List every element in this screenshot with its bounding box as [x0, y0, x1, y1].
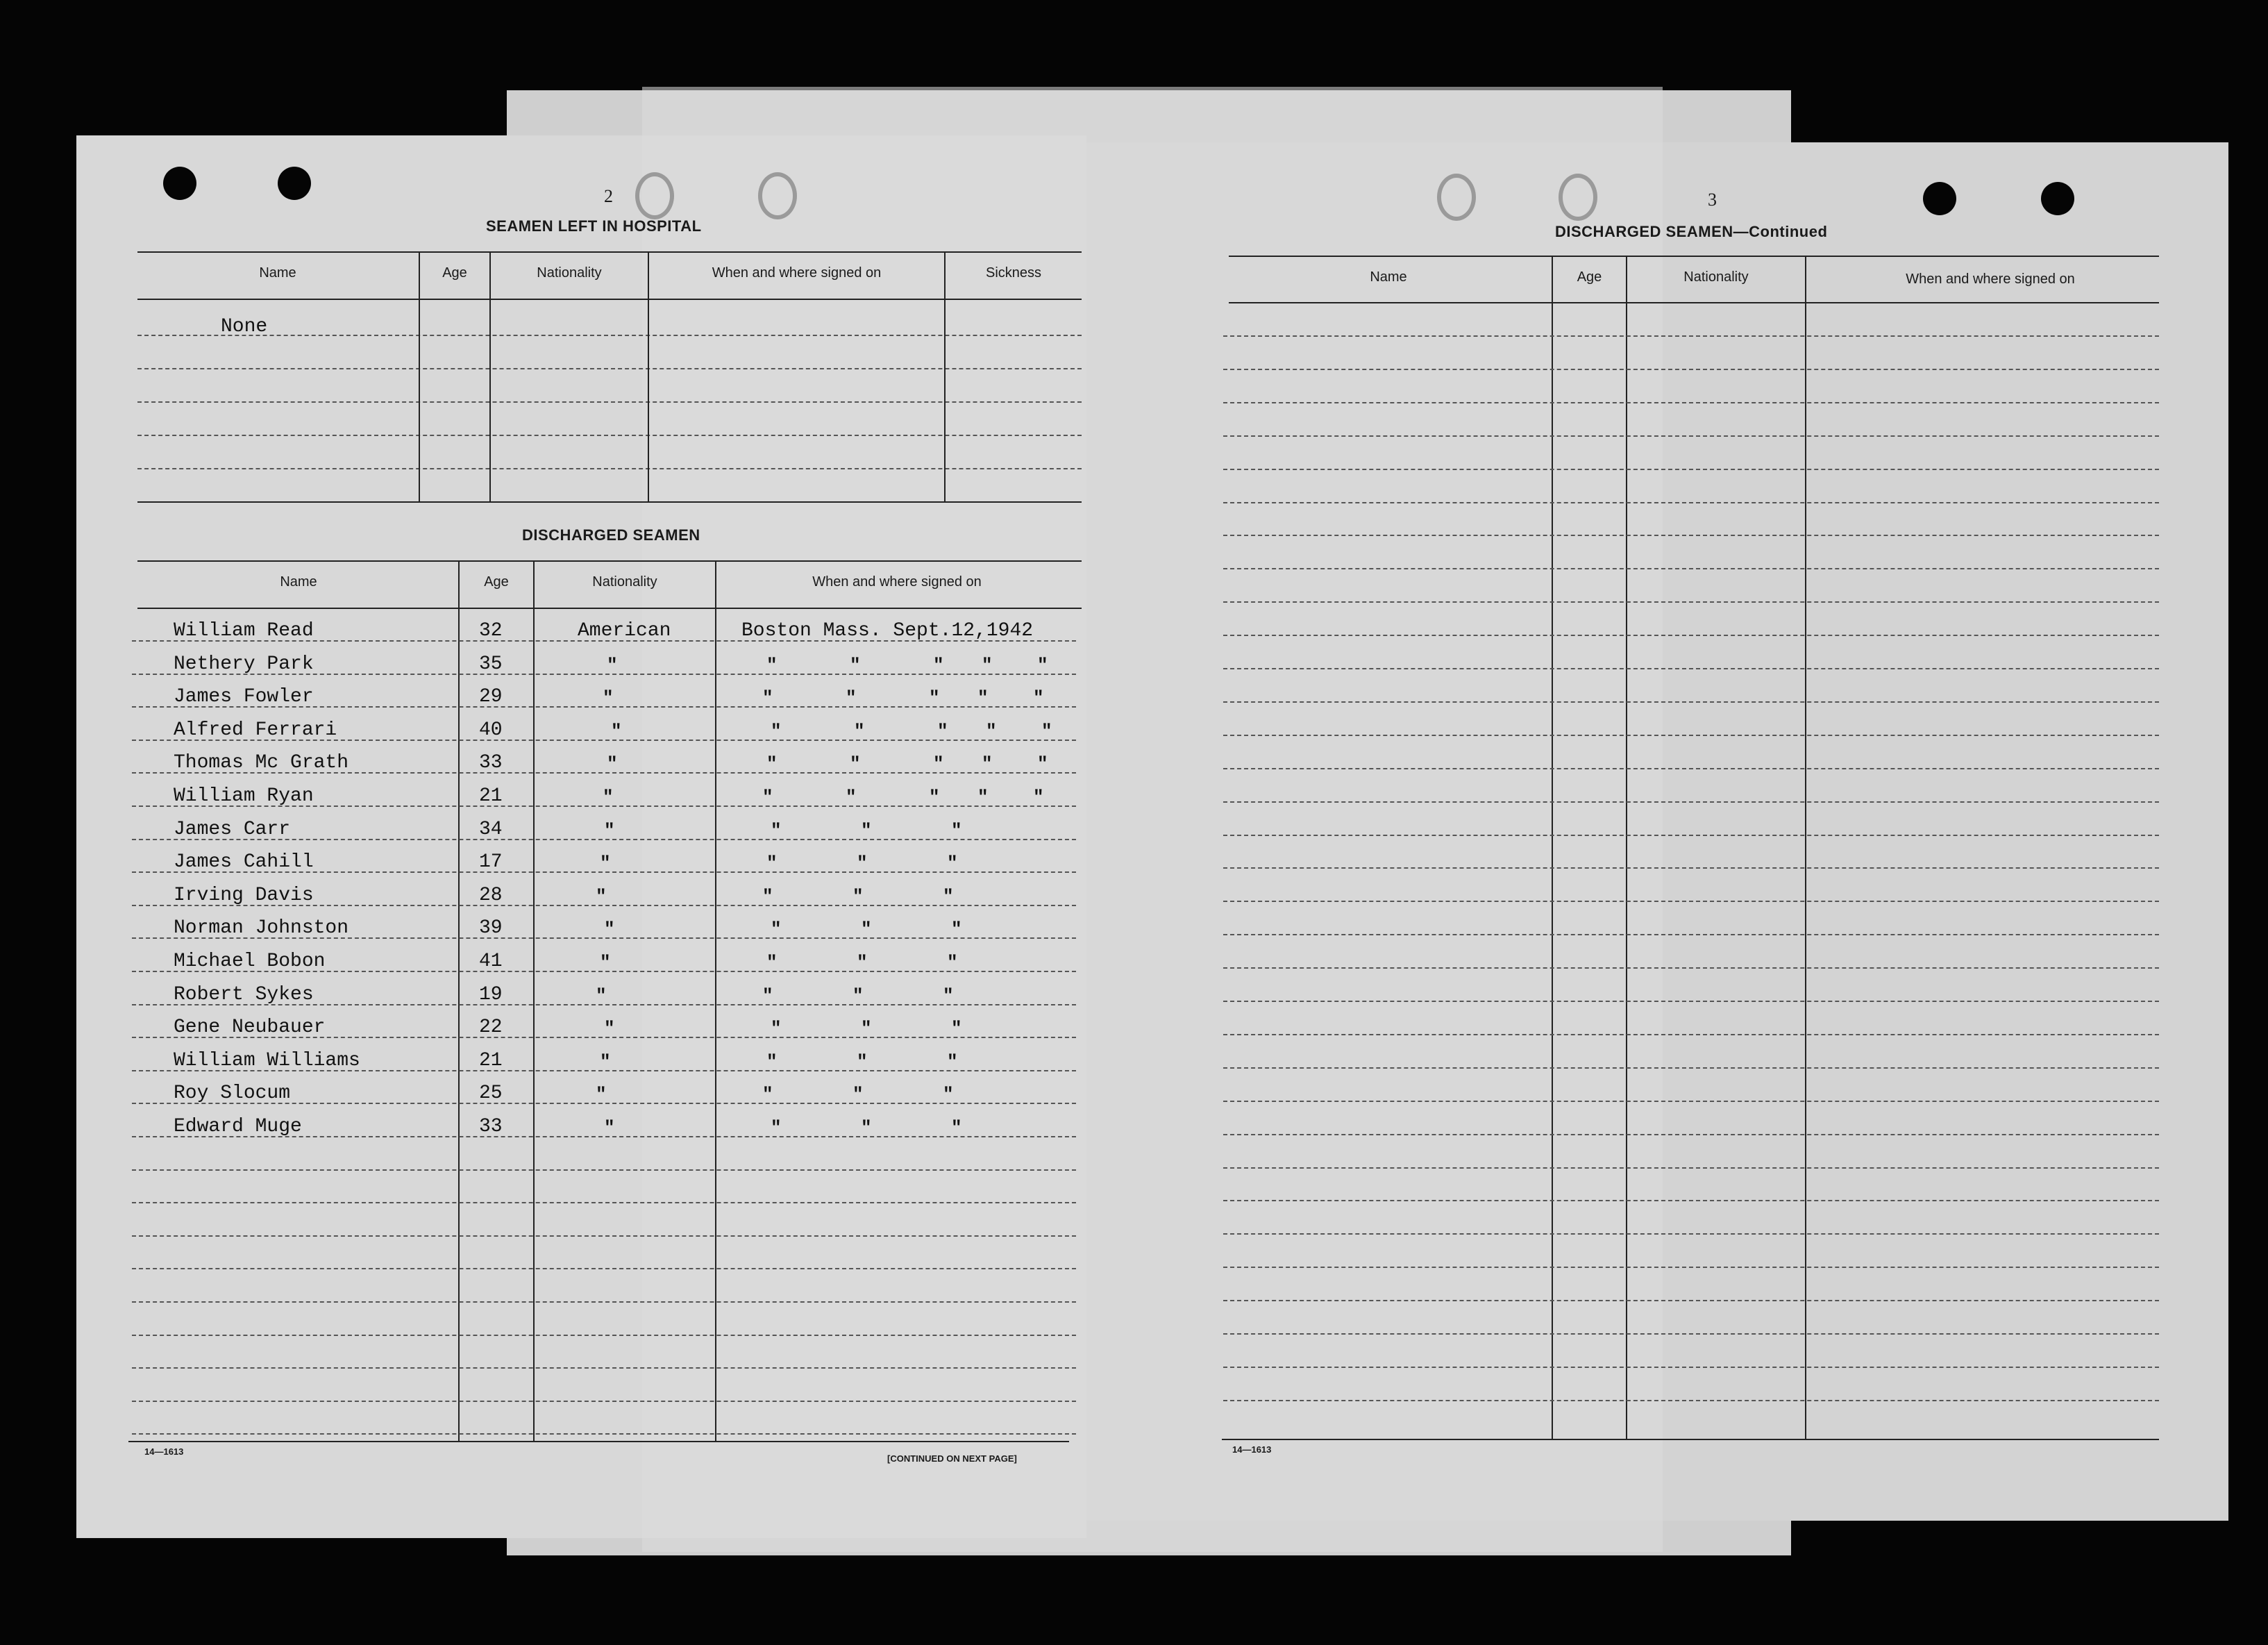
signed-on-ditto: "	[762, 885, 773, 907]
row-rule	[1223, 369, 2159, 370]
seaman-age: 39	[479, 917, 503, 940]
seaman-name: Nethery Park	[174, 653, 314, 675]
signed-on-ditto: "	[850, 753, 861, 775]
signed-on-ditto: "	[951, 819, 962, 841]
row-rule	[132, 1301, 1076, 1303]
signed-on-ditto: "	[846, 787, 857, 808]
signed-on-ditto: "	[943, 985, 954, 1006]
seaman-age: 32	[479, 620, 503, 642]
header-age: Age	[442, 265, 467, 281]
signed-on-ditto: "	[854, 720, 865, 742]
row-rule	[1223, 1101, 2159, 1102]
row-rule	[132, 1401, 1076, 1402]
header-age: Age	[1577, 269, 1602, 285]
signed-on-ditto: "	[943, 885, 954, 907]
seaman-name: Michael Bobon	[174, 951, 326, 972]
row-rule	[1223, 901, 2159, 902]
nationality-ditto: "	[604, 819, 615, 841]
row-rule	[1223, 735, 2159, 736]
seaman-age: 33	[479, 752, 503, 774]
nationality-ditto: "	[596, 1084, 607, 1105]
header-age: Age	[484, 574, 509, 590]
row-rule	[132, 1169, 1076, 1171]
row-rule	[1223, 535, 2159, 536]
row-rule	[1223, 469, 2159, 470]
signed-on-ditto: "	[1037, 753, 1048, 775]
signed-on-ditto: "	[766, 1051, 778, 1072]
seaman-age: 33	[479, 1116, 503, 1137]
row-rule	[1223, 1267, 2159, 1268]
nationality-ditto: "	[607, 654, 618, 676]
signed-on-ditto: "	[943, 1084, 954, 1105]
row-rule	[1223, 335, 2159, 337]
seaman-name: James Fowler	[174, 686, 314, 708]
seaman-name: James Carr	[174, 818, 291, 840]
seaman-age: 21	[479, 1049, 503, 1071]
row-rule	[1223, 1001, 2159, 1002]
signed-on-ditto: "	[852, 885, 864, 907]
signed-on-ditto: "	[850, 654, 861, 676]
nationality-ditto: "	[604, 1018, 615, 1039]
signed-on-ditto: "	[861, 1018, 872, 1039]
row-rule	[1223, 801, 2159, 803]
signed-on-ditto: "	[947, 1051, 958, 1072]
seaman-age: 17	[479, 851, 503, 874]
seaman-name: Edward Muge	[174, 1116, 302, 1137]
nationality-ditto: "	[604, 1117, 615, 1138]
seaman-name: Thomas Mc Grath	[174, 752, 349, 774]
signed-on-ditto: "	[929, 787, 940, 808]
signed-on-ditto: "	[762, 687, 773, 709]
form-code: 14—1613	[1232, 1444, 1272, 1455]
nationality-ditto: "	[603, 787, 614, 808]
seaman-age: 35	[479, 653, 503, 675]
punch-hole	[1923, 182, 1956, 215]
signed-on-ditto: "	[771, 1117, 782, 1138]
row-rule	[1223, 768, 2159, 769]
row-rule	[1223, 435, 2159, 437]
punch-hole	[163, 167, 196, 200]
signed-on-ditto: "	[771, 720, 782, 742]
seaman-age: 19	[479, 983, 503, 1005]
seaman-name: Robert Sykes	[174, 983, 314, 1005]
seaman-name: William Ryan	[174, 785, 314, 807]
signed-on-ditto: "	[951, 919, 962, 940]
seaman-signed-on: Boston Mass. Sept.12,1942	[741, 620, 1034, 642]
row-rule	[1223, 502, 2159, 503]
header-nationality: Nationality	[592, 574, 657, 590]
row-rule	[132, 1268, 1076, 1269]
nationality-ditto: "	[596, 985, 607, 1006]
nationality-ditto: "	[604, 919, 615, 940]
row-rule	[1223, 1400, 2159, 1401]
signed-on-ditto: "	[861, 819, 872, 841]
seaman-age: 25	[479, 1083, 503, 1105]
signed-on-ditto: "	[857, 1051, 868, 1072]
continued-note: [CONTINUED ON NEXT PAGE]	[887, 1453, 1017, 1464]
nationality-ditto: "	[603, 687, 614, 709]
signed-on-ditto: "	[947, 853, 958, 874]
seaman-age: 22	[479, 1017, 503, 1039]
row-rule	[1223, 635, 2159, 636]
signed-on-ditto: "	[947, 952, 958, 973]
row-rule	[1223, 1034, 2159, 1035]
nationality-ditto: "	[600, 1051, 611, 1072]
header-name: Name	[1370, 269, 1407, 285]
row-rule	[132, 1433, 1076, 1435]
signed-on-ditto: "	[846, 687, 857, 709]
row-rule	[132, 1367, 1076, 1369]
signed-on-ditto: "	[1037, 654, 1048, 676]
row-rule	[1223, 402, 2159, 403]
signed-on-ditto: "	[762, 985, 773, 1006]
signed-on-ditto: "	[857, 952, 868, 973]
row-rule	[1223, 1333, 2159, 1335]
signed-on-ditto: "	[1041, 720, 1052, 742]
signed-on-ditto: "	[933, 753, 944, 775]
nationality-ditto: "	[611, 720, 622, 742]
ring-hole	[1437, 174, 1476, 221]
seaman-name: James Cahill	[174, 851, 314, 874]
signed-on-ditto: "	[933, 654, 944, 676]
ring-hole	[635, 172, 674, 219]
ring-hole	[758, 172, 797, 219]
row-rule	[132, 1335, 1076, 1336]
hospital-entry: None	[221, 316, 268, 337]
signed-on-ditto: "	[852, 1084, 864, 1105]
seaman-age: 28	[479, 884, 503, 906]
seaman-nationality: American	[578, 620, 671, 642]
signed-on-ditto: "	[1033, 687, 1044, 709]
discharged-section-title: DISCHARGED SEAMEN	[522, 526, 700, 544]
nationality-ditto: "	[600, 952, 611, 973]
header-nationality: Nationality	[1683, 269, 1749, 285]
signed-on-ditto: "	[861, 919, 872, 940]
row-rule	[1223, 1200, 2159, 1201]
page-number: 3	[1708, 190, 1717, 210]
signed-on-ditto: "	[852, 985, 864, 1006]
signed-on-ditto: "	[762, 787, 773, 808]
row-rule	[1223, 967, 2159, 969]
signed-on-ditto: "	[861, 1117, 872, 1138]
row-rule	[1223, 867, 2159, 869]
row-rule	[1223, 934, 2159, 935]
row-rule	[1223, 1300, 2159, 1301]
signed-on-ditto: "	[982, 753, 993, 775]
seaman-age: 41	[479, 951, 503, 972]
seaman-name: Roy Slocum	[174, 1083, 291, 1105]
row-rule	[1223, 701, 2159, 703]
signed-on-ditto: "	[766, 654, 778, 676]
nationality-ditto: "	[607, 753, 618, 775]
row-rule	[1223, 835, 2159, 836]
signed-on-ditto: "	[977, 787, 989, 808]
discharged-continued-title: DISCHARGED SEAMEN—Continued	[1555, 223, 1828, 240]
ring-hole	[1559, 174, 1597, 221]
signed-on-ditto: "	[762, 1084, 773, 1105]
seaman-age: 21	[479, 785, 503, 807]
row-rule	[1223, 1134, 2159, 1135]
header-name: Name	[280, 574, 317, 590]
seaman-name: William Williams	[174, 1049, 360, 1071]
signed-on-ditto: "	[771, 1018, 782, 1039]
header-signed-on: When and where signed on	[812, 574, 982, 590]
signed-on-ditto: "	[986, 720, 997, 742]
header-name: Name	[259, 265, 296, 281]
row-rule	[1223, 1067, 2159, 1069]
signed-on-ditto: "	[766, 853, 778, 874]
seaman-name: Gene Neubauer	[174, 1017, 326, 1039]
punch-hole	[2041, 182, 2074, 215]
signed-on-ditto: "	[951, 1018, 962, 1039]
nationality-ditto: "	[600, 853, 611, 874]
row-rule	[132, 1202, 1076, 1203]
overlapping-sheet	[642, 87, 1663, 1552]
row-rule	[1223, 1167, 2159, 1169]
row-rule	[1223, 668, 2159, 669]
page-number: 2	[604, 186, 613, 206]
header-nationality: Nationality	[537, 265, 602, 281]
signed-on-ditto: "	[982, 654, 993, 676]
signed-on-ditto: "	[857, 853, 868, 874]
nationality-ditto: "	[596, 885, 607, 907]
signed-on-ditto: "	[766, 753, 778, 775]
header-signed-on: When and where signed on	[1906, 272, 2075, 287]
signed-on-ditto: "	[937, 720, 948, 742]
signed-on-ditto: "	[977, 687, 989, 709]
punch-hole	[278, 167, 311, 200]
header-sickness: Sickness	[985, 265, 1042, 281]
row-rule	[1223, 568, 2159, 569]
seaman-age: 40	[479, 719, 503, 741]
form-code: 14—1613	[144, 1446, 184, 1457]
seaman-name: Irving Davis	[174, 884, 314, 906]
signed-on-ditto: "	[771, 919, 782, 940]
signed-on-ditto: "	[771, 819, 782, 841]
seaman-age: 29	[479, 686, 503, 708]
signed-on-ditto: "	[951, 1117, 962, 1138]
seaman-age: 34	[479, 818, 503, 840]
hospital-section-title: SEAMEN LEFT IN HOSPITAL	[486, 217, 702, 235]
row-rule	[1223, 1367, 2159, 1368]
signed-on-ditto: "	[929, 687, 940, 709]
signed-on-ditto: "	[1033, 787, 1044, 808]
seaman-name: Alfred Ferrari	[174, 719, 337, 741]
row-rule	[1223, 1233, 2159, 1235]
seaman-name: William Read	[174, 620, 314, 642]
header-signed-on: When and where signed on	[712, 265, 882, 281]
signed-on-ditto: "	[766, 952, 778, 973]
seaman-name: Norman Johnston	[174, 917, 349, 940]
row-rule	[1223, 601, 2159, 603]
row-rule	[132, 1235, 1076, 1237]
